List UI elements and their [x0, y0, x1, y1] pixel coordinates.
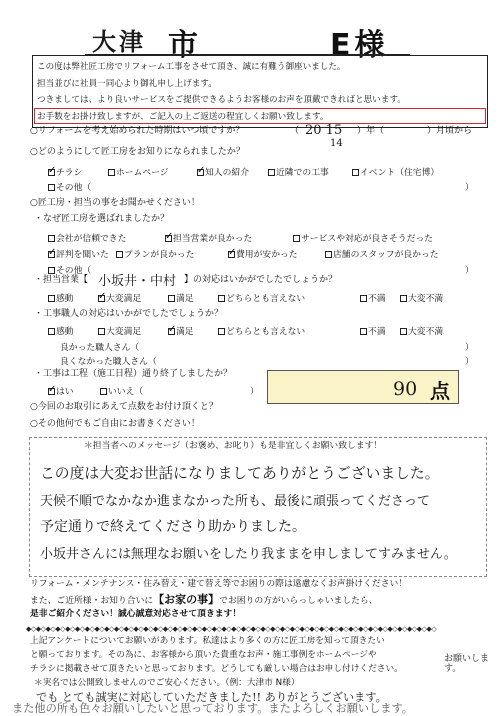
q2-option: ホームページ [108, 165, 169, 178]
q5-good-craftsman: 良かった職人さん（ [60, 343, 140, 353]
checkbox[interactable] [293, 235, 300, 242]
q6-label: ・工事は工程（施工日程）通り終了しましたか？ [34, 369, 233, 379]
checkbox[interactable] [48, 184, 55, 191]
checkbox[interactable] [100, 388, 107, 395]
q4-option: 大変不満 [400, 291, 443, 304]
checkbox-checked[interactable] [197, 169, 204, 176]
diamond-divider: ◆◇◆◇◆◇◆◇◆◇◆◇◆◇◆◇◆◇◆◇◆◇◆◇◆◇◆◇◆◇◆◇◆◇◆◇◆◇◆◇◆◇◆◇◆◇◆◇◆◇◆◇◆◇◆◇◆◇◆◇◆◇◆◇◆◇◆◇◆◇◆◇◆◇◆◇◆◇◆◇◆◇◆◇ [26, 625, 437, 633]
footer-paragraph: ＊実名では公開致しませんのでご安心ください。（例：大津市 N様） [34, 678, 300, 688]
intro-line: 担当並びに社員一同心より御礼申し上げます。 [37, 78, 217, 89]
intro-line: お手数をお掛け致しますが、ご記入の上ご返送の程宜しくお願い致します。 [37, 111, 329, 122]
q4-option: どちらとも言えない [218, 291, 305, 304]
q5-option: 大変満足 [98, 324, 141, 337]
footer-text: また、ご近所様・お知り合いに [30, 596, 154, 606]
q8-label: ○その他何でもご自由にお書きください！ [30, 419, 200, 429]
message-line: この度は大変お世話になりましてありがとうございました。 [40, 465, 440, 482]
q3-sub: ・なぜ匠工房を選ばれましたか？ [34, 214, 170, 224]
footer-paragraph: 上記アンケートについてお願いがあります。私達はより多くの方に匠工房を知って頂きたい [30, 636, 385, 646]
q1-paren-close: ）年（ [357, 126, 385, 136]
footer-line [30, 594, 378, 607]
q4-option: 感動 [48, 291, 74, 304]
checkbox[interactable] [218, 295, 225, 302]
message-title: ＊担当者へのメッセージ（お褒め、お叱り）も是非宜しくお願い致します！ [84, 441, 383, 451]
message-line: 予定通りで終えてくださり助かりました。 [40, 519, 306, 535]
q2-option: ✓ 知人の紹介 [197, 165, 249, 178]
checkbox[interactable] [48, 328, 55, 335]
checkbox-checked[interactable] [48, 251, 55, 258]
score-value: 90 [393, 378, 418, 400]
message-line: 天候不順でなかなか進まなかった所も、最後に頑張ってくださって [40, 494, 431, 509]
checkbox[interactable] [48, 267, 55, 274]
q3-option: 会社が信頼できた [48, 231, 126, 244]
footer-paragraph: と願っております。その為に、お客様から頂いた貴重なお声・施工事例をホームページや [30, 650, 377, 660]
checkbox[interactable] [168, 295, 175, 302]
footer-paragraph: チラシに掲載させて頂きたいと思っております。どうしても厳しい場合はお申し付けください。 [30, 664, 403, 674]
q5-option: どちらとも言えない [218, 324, 305, 337]
intro-highlight-box [34, 108, 486, 124]
checkbox[interactable] [116, 251, 123, 258]
q4-option: ✓ 大変満足 [98, 291, 141, 304]
q1-year-correction: 14 [330, 138, 343, 149]
checkbox[interactable] [48, 295, 55, 302]
customer-city-handwritten: 大津 [92, 27, 146, 56]
q1-year-handwritten: 20 15 [305, 123, 343, 138]
intro-line: この度は弊社匠工房でリフォーム工事をさせて頂き、誠に有難う御座いました。 [37, 62, 346, 72]
q5-label: ・工事職人の対応はいかがでしたでしょうか？ [34, 309, 224, 319]
checkbox[interactable] [108, 169, 115, 176]
score-unit: 点 [430, 379, 450, 403]
checkbox-checked[interactable] [228, 251, 235, 258]
footer-line: リフォーム・メンテナンス・住み替え・建て替え等でお困りの際は遠慮なくお声掛けください！ [30, 579, 408, 589]
checkbox[interactable] [360, 328, 367, 335]
q5-bad-craftsman: 良くなかった職人さん（ [60, 357, 157, 367]
handwritten-bottom-line: でも とても誠実に対応していただきました!! ありがとうございます。 [36, 691, 387, 704]
checkbox-checked[interactable] [168, 328, 175, 335]
handwritten-side-note: お願いします。 [444, 654, 490, 674]
q6-option: いいえ（ [100, 384, 143, 397]
footer-text: でお困りの方がいらっしゃいましたら、 [219, 596, 378, 606]
checkbox[interactable] [400, 328, 407, 335]
q4-label-a: ・担当営業【 [34, 275, 89, 285]
q3-option: サービスや対応が良さそうだった [293, 231, 433, 244]
checkbox-checked[interactable] [48, 388, 55, 395]
checkbox[interactable] [325, 251, 332, 258]
checkbox[interactable] [98, 328, 105, 335]
q3-option: 店舗のスタッフが良かった [325, 247, 439, 260]
q5-option: 不満 [360, 324, 386, 337]
q4-option: 不満 [360, 291, 386, 304]
q2-label: ○どのようにして匠工房をお知りになられましたか？ [30, 147, 245, 157]
q3-other: その他（ [48, 263, 91, 276]
checkbox[interactable] [218, 328, 225, 335]
checkbox[interactable] [48, 235, 55, 242]
q1-month: ）月頃から [427, 126, 473, 136]
checkbox-checked[interactable] [48, 169, 55, 176]
footer-line: 是非ご紹介ください！誠心誠意対応させて頂きます！ [30, 609, 242, 619]
q2-option: ✓チラシ [48, 165, 82, 178]
checkbox[interactable] [268, 169, 275, 176]
q2-option: 近隣での工事 [268, 165, 329, 178]
q4-handwritten-names: 小坂井・中村 [98, 274, 177, 289]
paren-close: ） [465, 266, 474, 276]
handwritten-bottom-line-cut: また他の所も色々お願いしたいと思っております。またよろしくお願いします。 [12, 702, 413, 715]
customer-name: E様 [330, 28, 389, 63]
q3-option: ✓評判を聞いた [48, 247, 109, 260]
q3-option: ✓ 担当営業が良かった [165, 231, 252, 244]
message-line: 小坂井さんには無理なお願いをしたり我ままを申しましてすみません。 [40, 547, 457, 562]
checkbox[interactable] [360, 295, 367, 302]
q5-option: ✓ 満足 [168, 324, 194, 337]
footer-emphasis: 【お家の事】 [153, 593, 220, 606]
checkbox[interactable] [400, 295, 407, 302]
q6-option: ✓はい [48, 384, 74, 397]
intro-line: つきましては、より良いサービスをご提供できるようお客様のお声を頂戴できればと思います。 [37, 95, 406, 105]
q2-option: イベント（住宅博） [352, 165, 439, 178]
q3-label: ○匠工房・担当の事をお聞かせください！ [30, 198, 200, 208]
checkbox-checked[interactable] [165, 235, 172, 242]
q1-paren-open: （ [290, 126, 300, 136]
q5-option: 感動 [48, 324, 74, 337]
q7-label: ○今回のお取引にあえて点数をお付け頂くと？ [30, 402, 218, 412]
customer-city-suffix: 市 [168, 28, 198, 63]
q1-label: ○リフォームを考え始められた時期はいつ頃ですか？ [30, 126, 245, 136]
checkbox[interactable] [352, 169, 359, 176]
q4-label-b: 】の対応はいかがでしたでしょうか？ [184, 275, 338, 285]
paren-close: ） [465, 343, 474, 353]
q3-option: ✓ 費用が安かった [228, 247, 298, 260]
checkbox-checked[interactable] [98, 295, 105, 302]
paren-close: ） [250, 387, 259, 397]
paren-close: ） [465, 357, 474, 367]
q5-option: 大変不満 [400, 324, 443, 337]
paren-close: ） [465, 183, 474, 193]
q3-option: プランが良かった [116, 247, 194, 260]
intro-box [32, 55, 488, 128]
q4-option: 満足 [168, 291, 194, 304]
q2-other: その他（ [48, 180, 91, 193]
